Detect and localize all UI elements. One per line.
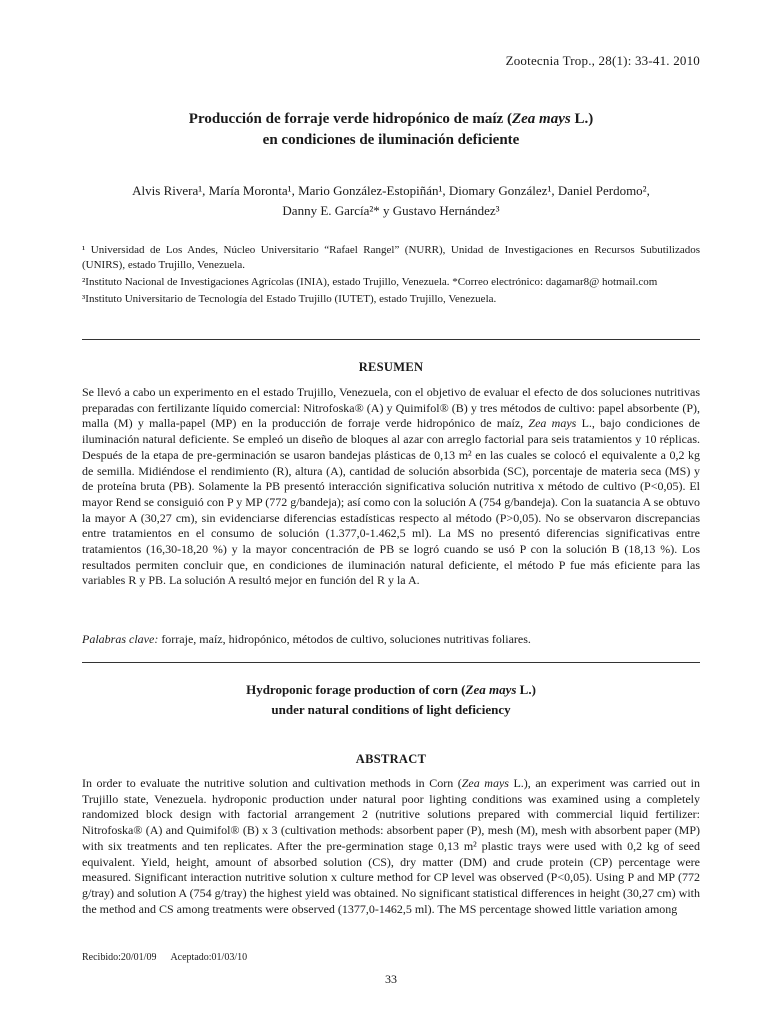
affiliation-1: ¹ Universidad de Los Andes, Núcleo Universitario “Rafael Rangel” (NURR), Unidad de Investigaciones en Recursos Subutilizados (UNIRS), estado Trujillo, Venezuela.	[82, 244, 700, 271]
abstract-species: Zea mays	[461, 776, 509, 790]
title-line-1	[82, 109, 700, 130]
authors-line-1: Alvis Rivera¹, María Moronta¹, Mario González-Estopiñán¹, Diomary González¹, Daniel Perdomo²,	[132, 183, 650, 198]
english-title	[82, 680, 700, 720]
english-title-line-2: under natural conditions of light deficiency	[271, 702, 511, 717]
paper-page	[82, 0, 700, 1024]
english-title-line-1	[82, 680, 700, 700]
resumen-text-2: L., bajo condiciones de iluminación natural deficiente. Se empleó un diseño de bloques al azar con arreglo factorial para seis tratamientos y 10 réplicas. Después de la etapa de pre-germinación se usaron bandejas plásticas de 0,13 m² en las cuales se colocó el equivalente a 0,2 kg de semilla. Midiéndose el rendimiento (R), altura (A), cantidad de solución absorbida (SC), porcentaje de materia seca (MS) y de proteína bruta (PB). Solamente la PB presentó interacción significativa solución nutritiva x método de cultivo (P<0,05). El mayor Rend se consiguió con P y MP (772 g/bandeja); así como con la solución A (754 g/bandeja). Con la suatancia A se obtuvo la mayor A (30,27 cm), sin evidenciarse diferencias estadísticas respecto al método (P>0,05). No se observaron discrepancias entre tratamientos en el consumo de solución (1.377,0-1.462,5 ml). La MS no presentó diferencias significativas entre tratamientos (16,30-18,20 %) y la mayor concentración de PB se logró cuando se usó P con la solución B (18,13 %). Los resultados permiten concluir que, en condiciones de iluminación natural deficiente, el método P fue más eficiente para las variables R y PB. La solución A resultó mejor en función del R y la A.	[82, 416, 700, 588]
abstract-body	[82, 776, 700, 917]
resumen-heading: RESUMEN	[358, 360, 424, 374]
page-number: 33	[385, 972, 397, 986]
paper-title	[82, 109, 700, 151]
dates	[82, 952, 261, 963]
en-title-species: Zea mays	[465, 682, 517, 697]
title-species: Zea mays	[511, 111, 571, 127]
divider-middle	[82, 662, 700, 663]
en-title-text: Hydroponic forage production of corn (	[246, 682, 466, 697]
title-text: Producción de forraje verde hidropónico de maíz (	[188, 111, 512, 127]
title-line-2: en condiciones de iluminación deficiente	[262, 132, 520, 148]
abstract-heading: ABSTRACT	[355, 752, 427, 766]
keywords-label: Palabras clave:	[82, 632, 159, 646]
journal-reference: Zootecnia Trop., 28(1): 33-41. 2010	[505, 53, 700, 68]
affiliation-3: ³Instituto Universitario de Tecnología del Estado Trujillo (IUTET), estado Trujillo, Venezuela.	[82, 293, 497, 305]
resumen-text-1: Se llevó a cabo un experimento en el estado Trujillo, Venezuela, con el objetivo de evaluar el efecto de dos soluciones nutritivas preparadas con fertilizante líquido comercial: Nitrofoska® (A) y Quimifol® (B) y tres métodos de cultivo: papel absorbente (P), malla (M) y malla-papel (MP) en la producción de forraje verde hidropónico de maíz,	[82, 385, 700, 431]
keywords-text: forraje, maíz, hidropónico, métodos de cultivo, soluciones nutritivas foliares.	[158, 632, 531, 646]
divider-top	[82, 339, 700, 340]
affiliation-2: ²Instituto Nacional de Investigaciones Agrícolas (INIA), estado Trujillo, Venezuela. *Correo electrónico: dagamar8@ hotmail.com	[82, 276, 658, 288]
en-title-text-end: L.)	[516, 682, 536, 697]
authors-line-2: Danny E. García²* y Gustavo Hernández³	[282, 203, 500, 218]
resumen-body	[82, 385, 700, 589]
title-text-end: L.)	[570, 111, 594, 127]
affiliations	[82, 243, 700, 309]
author-list	[82, 181, 700, 221]
received-date: Recibido:20/01/09	[82, 952, 157, 963]
accepted-date: Aceptado:01/03/10	[170, 952, 248, 963]
resumen-species: Zea mays	[528, 416, 577, 431]
abstract-text-2: L.), an experiment was carried out in Trujillo state, Venezuela. hydroponic production under natural poor lighting conditions was examined using a completely randomized block design with factorial arrangement 2 (nutritive solutions prepared with commercial liquid fertilizer: Nitrofoska® (A) and Quimifol® (B) x 3 (cultivation methods: absorbent paper (P), mesh (M), mesh with absorbent paper (MP) with six treatments and ten replicates. After the pre-germination stage 0,13 m² plastic trays were used with 0,2 kg of seed equivalent. Yield, height, amount of absorbed solution (CS), dry matter (DM) and crude protein (CP) percentage were measured. Significant interaction nutritive solution x culture method for CP level was observed (P<0,05). Using P and MP (772 g/tray) and solution A (754 g/tray) the highest yield was obtained. No significant statistical differences in height (30,27 cm) with the method and CS among treatments were observed (1377,0-1462,5 ml). The MS percentage showed little variation among	[82, 776, 700, 916]
keywords	[82, 632, 700, 648]
abstract-text-1: In order to evaluate the nutritive solution and cultivation methods in Corn (	[82, 776, 462, 790]
